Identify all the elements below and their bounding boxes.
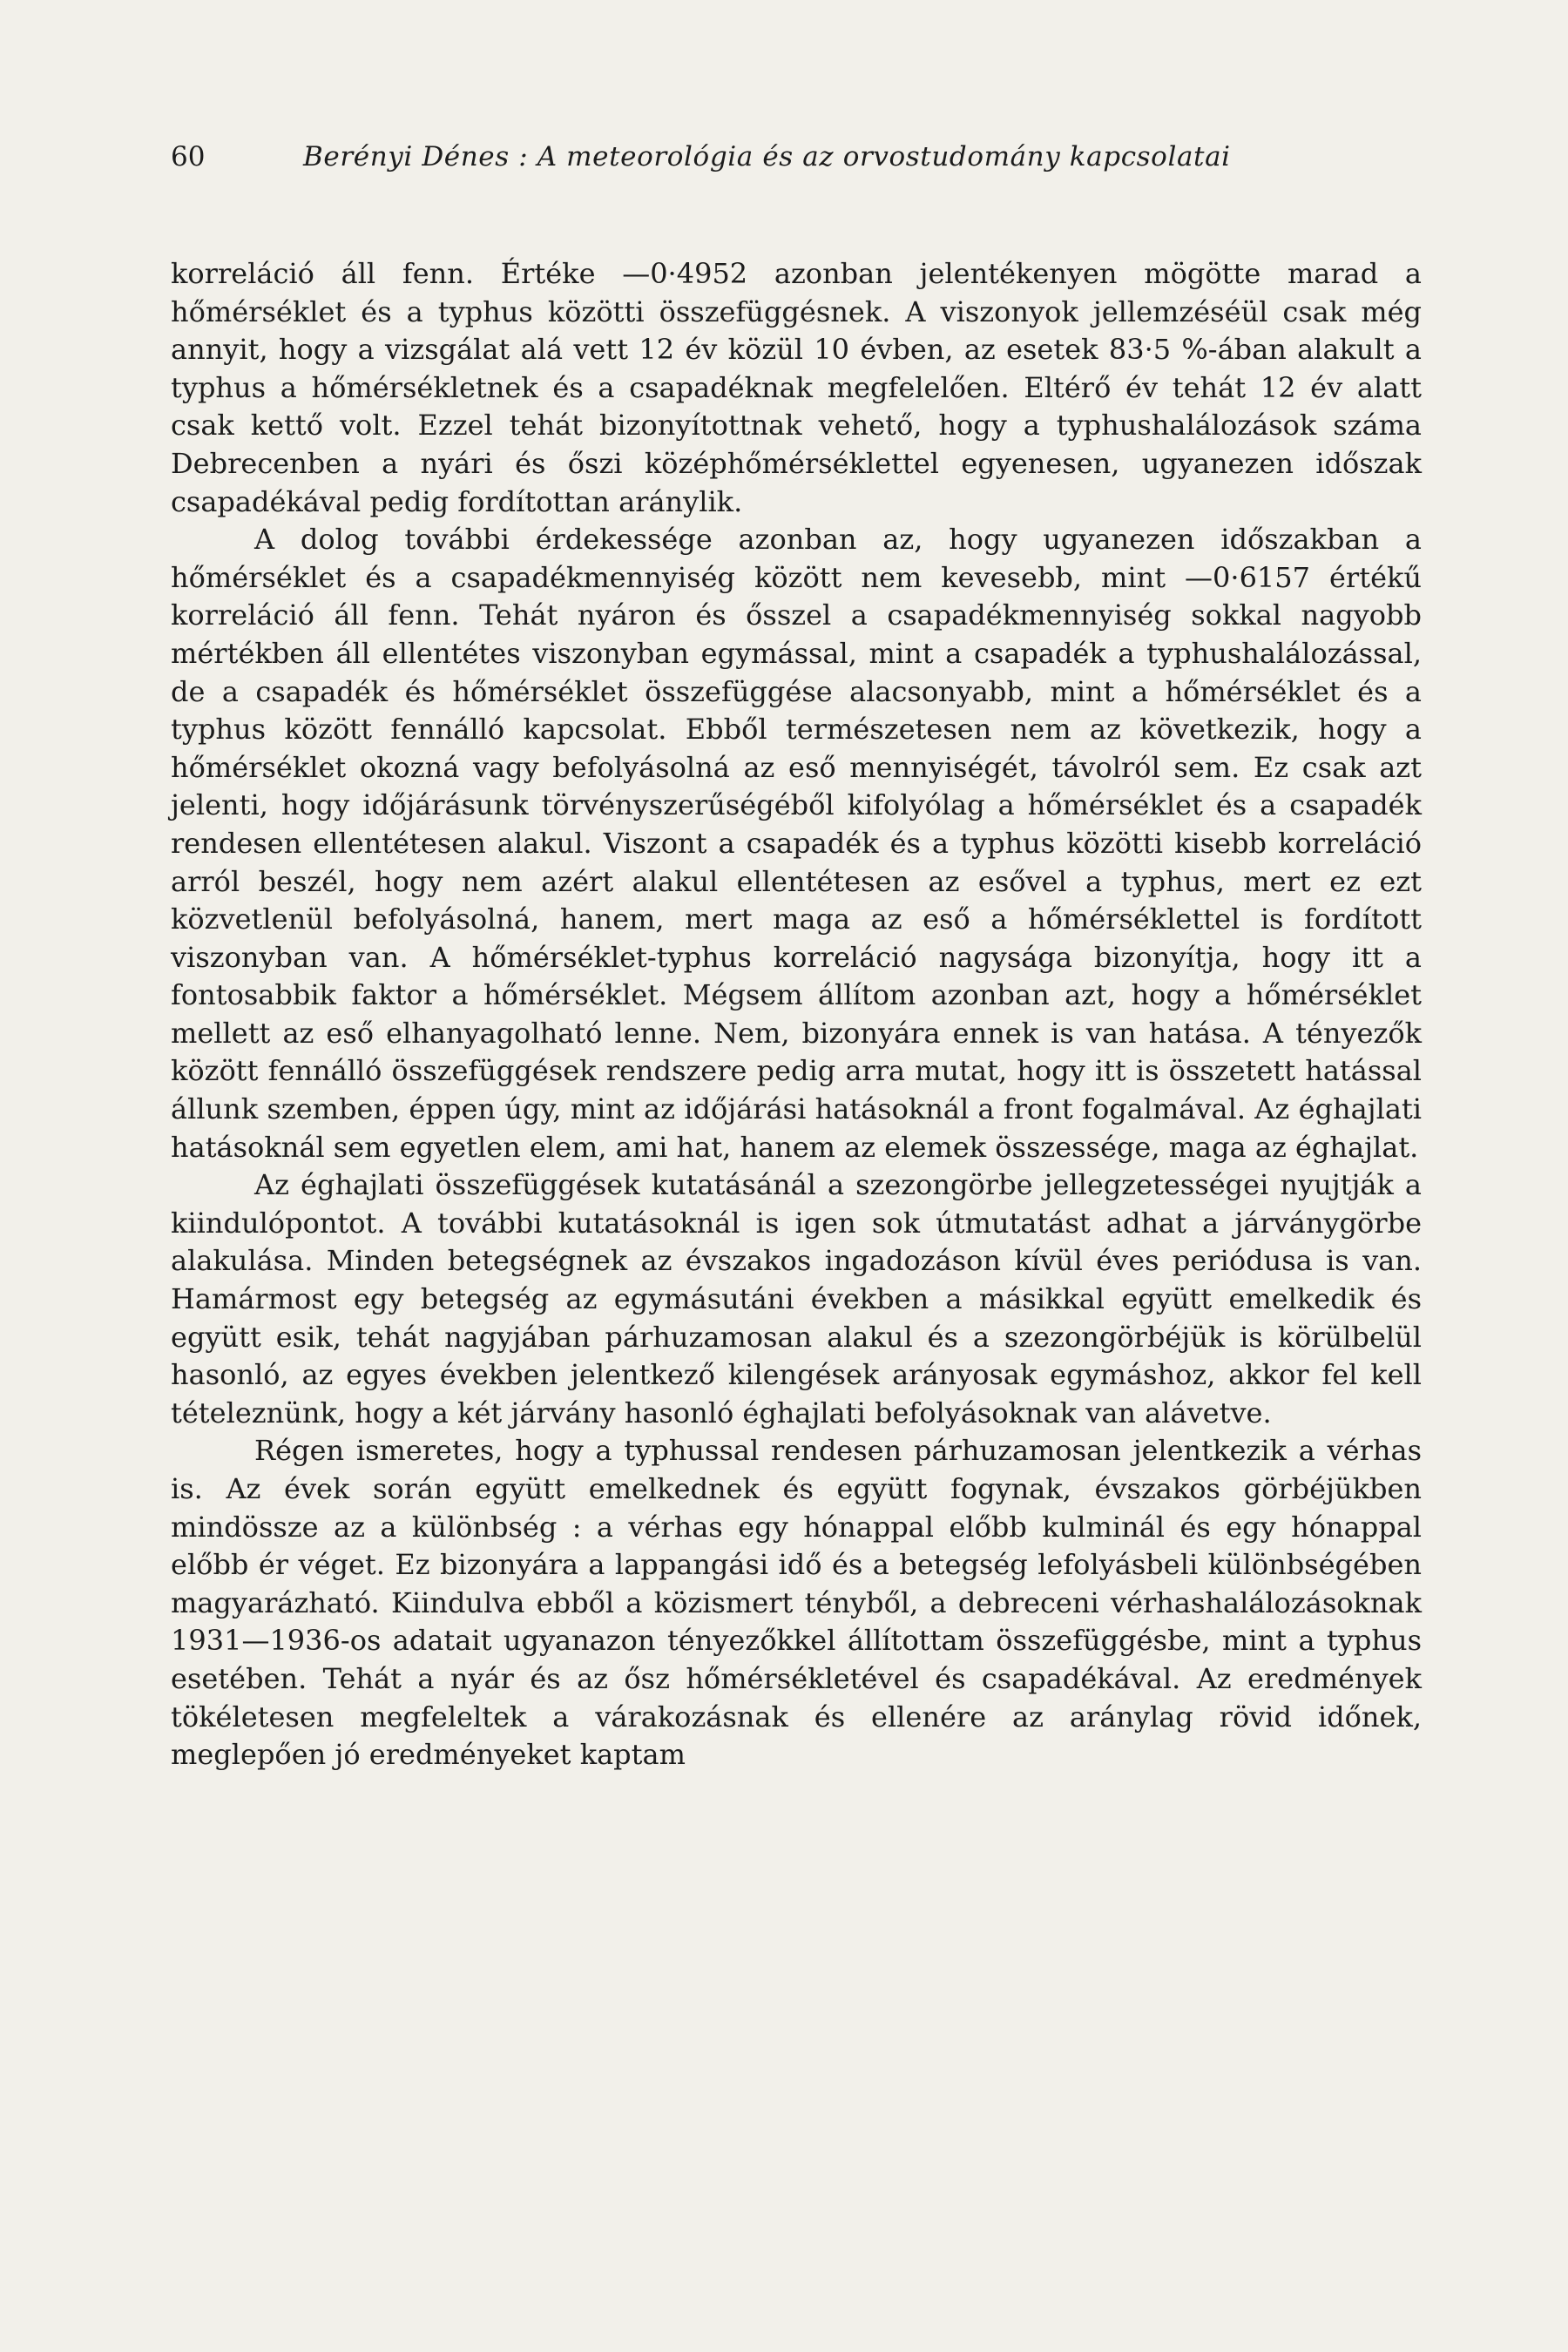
paragraph-4: Régen ismeretes, hogy a typhussal rendesen párhuzamosan jelentkezik a vérhas is. Az évek során együtt emelkednek és együtt fogynak, évszakos görbéjükben mindössze az a különbség : a vérhas egy hónappal előbb kulminál és egy hónappal előbb ér véget. Ez bizonyára a lappangási idő és a betegség lefolyásbeli különbségében magyarázható. Kiindulva ebből a közismert tényből, a debreceni vérhashalálozásoknak 1931—1936-os adatait ugyanazon tényezőkkel állítottam összefüggésbe, mint a typhus esetében. Tehát a nyár és az ősz hőmérsékletével és csapadékával. Az eredmények tökéletesen megfeleltek a várakozásnak és ellenére az aránylag rövid időnek, meglepően jó eredményeket kaptam bbox=[171, 1434, 1422, 1772]
body-text bbox=[171, 255, 1422, 1774]
paragraph-2: A dolog további érdekessége azonban az, hogy ugyanezen időszakban a hőmérséklet és a csapadékmennyiség között nem kevesebb, mint —0·6157 értékű korreláció áll fenn. Tehát nyáron és ősszel a csapadékmennyiség sokkal nagyobb mértékben áll ellentétes viszonyban egymással, mint a csapadék a typhushalálozással, de a csapadék és hőmérséklet összefüggése alacsonyabb, mint a hőmérséklet és a typhus között fennálló kapcsolat. Ebből természetesen nem az következik, hogy a hőmérséklet okozná vagy befolyásolná az eső mennyiségét, távolról sem. Ez csak azt jelenti, hogy időjárásunk törvényszerűségéből kifolyólag a hőmérséklet és a csapadék rendesen ellentétesen alakul. Viszont a csapadék és a typhus közötti kisebb korreláció arról beszél, hogy nem azért alakul ellentétesen az esővel a typhus, mert ez ezt közvetlenül befolyásolná, hanem, mert maga az eső a hőmérséklettel is fordított viszonyban van. A hőmérséklet-typhus korreláció nagysága bizonyítja, hogy itt a fontosabbik faktor a hőmérséklet. Mégsem állítom azonban azt, hogy a hőmérséklet mellett az eső elhanyagolható lenne. Nem, bizonyára ennek is van hatása. A tényezők között fennálló összefüggések rendszere pedig arra mutat, hogy itt is összetett hatással állunk szemben, éppen úgy, mint az időjárási hatásoknál a front fogalmával. Az éghajlati hatásoknál sem egyetlen elem, ami hat, hanem az elemek összessége, maga az éghajlat. bbox=[171, 523, 1422, 1164]
page-header bbox=[171, 138, 1399, 176]
page-number: 60 bbox=[171, 141, 206, 172]
paragraph-3: Az éghajlati összefüggések kutatásánál a szezongörbe jellegzetességei nyujtják a kiindulópontot. A további kutatásoknál is igen sok útmutatást adhat a járványgörbe alakulása. Minden betegségnek az évszakos ingadozáson kívül éves periódusa is van. Hamármost egy betegség az egymásutáni években a másikkal együtt emelkedik és együtt esik, tehát nagyjában párhuzamosan alakul és a szezongörbéjük is körülbelül hasonló, az egyes években jelentkező kilengések arányosak egymáshoz, akkor fel kell tételeznünk, hogy a két járvány hasonló éghajlati befolyásoknak van alávetve. bbox=[171, 1168, 1422, 1429]
paragraph-1: korreláció áll fenn. Értéke —0·4952 azonban jelentékenyen mögötte marad a hőmérséklet és a typhus közötti összefüggésnek. A viszonyok jellemzéséül csak még annyit, hogy a vizsgálat alá vett 12 év közül 10 évben, az esetek 83·5 %-ában alakult a typhus a hőmérsékletnek és a csapadéknak megfelelően. Eltérő év tehát 12 év alatt csak kettő volt. Ezzel tehát bizonyítottnak vehető, hogy a typhushalálozások száma Debrecenben a nyári és őszi középhőmérséklettel egyenesen, ugyanezen időszak csapadékával pedig fordítottan aránylik. bbox=[171, 257, 1422, 518]
running-head: Berényi Dénes : A meteorológia és az orvostudomány kapcsolatai bbox=[303, 141, 1231, 172]
